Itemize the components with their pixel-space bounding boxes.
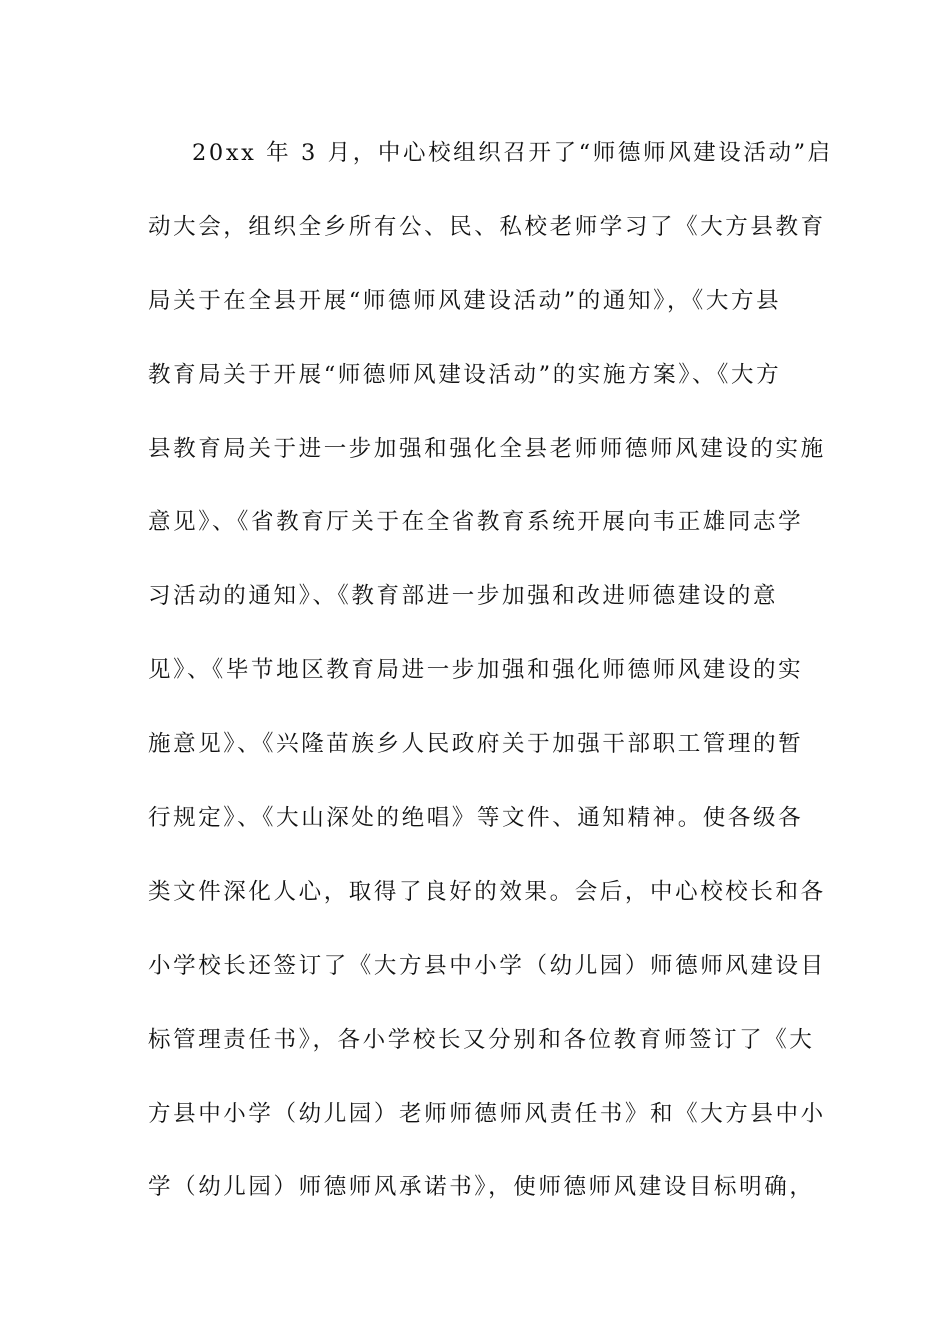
paragraph-line-4: 教育局关于开展“师德师风建设活动”的实施方案》、《大方 (148, 361, 782, 388)
paragraph-line-5: 县教育局关于进一步加强和强化全县老师师德师风建设的实施 (148, 435, 826, 462)
paragraph-line-9: 施意见》、《兴隆苗族乡人民政府关于加强干部职工管理的暂 (148, 731, 804, 758)
paragraph-line-3: 局关于在全县开展“师德师风建设活动”的通知》，《大方县 (148, 287, 782, 314)
paragraph-line-8: 见》、《毕节地区教育局进一步加强和强化师德师风建设的实 (148, 657, 804, 684)
paragraph-line-15: 学（幼儿园）师德师风承诺书》，使师德师风建设目标明确， (148, 1174, 815, 1201)
body-paragraph (148, 126, 833, 1234)
paragraph-line-2: 动大会，组织全乡所有公、民、私校老师学习了《大方县教育 (148, 213, 826, 240)
paragraph-line-6: 意见》、《省教育厅关于在全省教育系统开展向韦正雄同志学 (148, 509, 804, 536)
paragraph-line-1: 20xx 年 3 月，中心校组织召开了“师德师风建设活动”启 (192, 140, 833, 166)
paragraph-line-7: 习活动的通知》、《教育部进一步加强和改进师德建设的意 (148, 583, 779, 610)
paragraph-line-12: 小学校长还签订了《大方县中小学（幼儿园）师德师风建设目 (148, 952, 826, 979)
paragraph-line-11: 类文件深化人心，取得了良好的效果。会后，中心校校长和各 (148, 878, 826, 905)
paragraph-line-14: 方县中小学（幼儿园）老师师德师风责任书》和《大方县中小 (148, 1100, 826, 1127)
paragraph-line-10: 行规定》、《大山深处的绝唱》等文件、通知精神。使各级各 (148, 805, 804, 832)
paragraph-line-13: 标管理责任书》，各小学校长又分别和各位教育师签订了《大 (148, 1026, 815, 1053)
